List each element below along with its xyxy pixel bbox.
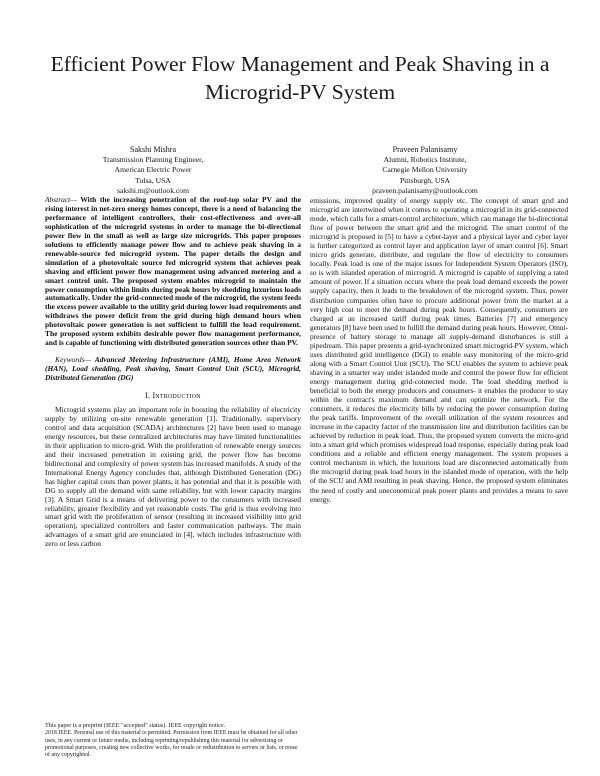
author-email: praveen.palanisamy@outlook.com	[372, 185, 478, 195]
keywords-text: Advanced Metering Infrastructure (AMI), Home Area Network (HAN), Load shedding, Peak shaving, Smart Control Unit (SCU), Microgrid, Distributed Generation (DG)	[45, 355, 301, 383]
footnote-permission-text: 2018 IEEE. Personal use of this material is permitted. Permission from IEEE must be obtained for all other uses, in any current or future media, including reprinting/republishing this material for advertising or promotional purposes, creating new collective works, for resale or redistribution to servers or lists, or reuse of any copyrighted.	[45, 730, 298, 759]
author-affiliation-line: American Electric Power	[114, 165, 192, 175]
section-number: I.	[145, 391, 151, 401]
author-affiliation-line: Transmission Planning Engineer,	[102, 155, 204, 165]
keywords-lead: Keywords—	[55, 355, 92, 365]
keywords	[45, 356, 301, 383]
author-name: Praveen Palanisamy	[392, 145, 458, 154]
intro-paragraph-continued: emissions, improved quality of energy supply etc. The concept of smart grid and microgrid are intertwined when it comes to operating a microgrid in its grid-connected mode, which calls for a smart-control architecture, which can manage the bi-directional flow of power between the smart grid and the microgrid. The smart control of the microgrid is proposed in [5] to have a cyber-layer and a physical layer and cyber layer is further categorized as control layer and application layer of smart control [6]. Smart micro grids generate, distribute, and regulate the flow of electricity to consumers locally. Peak load is one of the major issues for Independent System Operators (ISO), so is with islanded operation of microgrid. A microgrid is capable of supplying a rated amount of power. If a situation occurs where the peak load demand exceeds the power supply capacity, then it leads to the breakdown of the microgrid system. Thus, power distribution companies often have to procure additional power from the market at a very high cost to meet the demand during peak hours. Consequently, consumers are charged at an increased tariff during peak times. Batteries [7] and emergency generators [8] have been used to fulfill the demand during peak hours. However, Omni-presence of battery storage to manage all supply-demand disturbances is still a pipedream. This paper presents a grid-synchronized smart microgrid-PV system, which uses distributed grid intelligence (DGI) to enable easy monitoring of the micro-grid along with a Smart Control Unit (SCU). The SCU enables the system to achieve peak shaving in a smarter way under islanded mode and control the power flow for efficient energy management during grid-connected mode. The load shedding method is beneficial to both the energy producers and consumers- it enables the producer to stay within the contract's maximum demand and can optimize the network. For the consumers, it reduces the electricity bills by reducing the power consumption during the peak tariffs. Improvement of the overall utilization of the system resources and increase in the capacity factor of the transmission line and distribution facilities can be achieved by reduction in peak load. Thus, the proposed system converts the micro-grid into a smart grid which promises widespread load response, especially during peak load conditions and a reliable and efficient energy management. The system proposes a control mechanism in which, the luxurious load are disconnected automatically from the microgrid during peak load hours in the islanded mode of operation, with the help of the SCU and AMI resulting in peak shaving. Hence, the proposed system eliminates the need of costly and uneconomical peak power plants and provides a means to save energy.	[310, 196, 568, 504]
abstract-lead: Abstract—	[45, 195, 77, 204]
abstract-text: With the increasing penetration of the roof-top solar PV and the rising interest in net-zero energy homes concept, there is a need of balancing the performance of intelligent controllers, their cost-effectiveness and over-all sophistication of the microgrid systems in order to manage the bi-directional power flow in the small as well as large size microgrids. This paper proposes solutions to efficiently manage power flow and to achieve peak shaving in a renewable-source fed microgrid system. The paper details the design and simulation of a photovoltaic source fed microgrid system that achieves peak shaving and efficient power flow management using advanced metering and a smart control unit. The proposed system enables microgrid to maintain the power consumption within limits during peak hours by shedding luxurious loads automatically. Under the grid-connected mode of the microgrid, the system feeds the excess power available to the utility grid during lower load requirements and withdraws the power deficit from the grid during high demand hours when photovoltaic power generation is not sufficient to fulfill the load requirement. The proposed system exhibits desirable power flow management performance, and is capable of functioning with distributed generation sources other than PV.	[45, 195, 301, 348]
author-location: Pittsburgh, USA	[399, 175, 451, 185]
author-email: sakshi.m@outlook.com	[117, 185, 189, 195]
author-location: Tulsa, USA	[135, 175, 171, 185]
intro-paragraph: Microgrid systems play an important role in boosting the reliability of electricity supply by utilizing on-site renewable generation [1]. Traditionally, supervisory control and data acquisition (SCADA) architectures [2] have been used to manage energy resources, but these centralized architectures may have limited functionalities in their application to micro-grid. With the proliferation of renewable energy sources and their increased penetration in existing grid, the power flow has become bidirectional and complexity of power system has increased manifolds. A study of the International Energy Agency concludes that, although Distributed Generation (DG) has higher capital costs than power plants, it has potential and that it is possible with DG to supply all the demand with same reliability, but with lower capacity margins [3]. A Smart Grid is a means of delivering power to the consumers with increased reliability, greater flexibility and yet reasonable costs. The grid is thus evolving into smart grid with the proliferation of sensor (resulting in increased visibility into grid operation), specialized controllers and faster communication pathways. The main advantages of a smart grid are enunciated in [4], which includes infrastructure with zero or less carbon	[45, 405, 301, 549]
right-column	[310, 196, 568, 504]
author-affiliation-line: Carnegie Mellon University	[382, 165, 468, 175]
left-column	[45, 196, 301, 549]
author-affiliation-line: Alumni, Robotics Institute,	[383, 155, 467, 165]
footnote-preprint-notice: This paper is a preprint (IEEE "accepted" status). IEEE copyright notice.	[45, 722, 226, 729]
abstract	[45, 196, 301, 348]
author-block-2	[325, 145, 525, 196]
paper-title: Efficient Power Flow Management and Peak Shaving in a Microgrid-PV System	[50, 52, 550, 104]
copyright-footnote	[45, 722, 303, 759]
section-title: Introduction	[152, 391, 201, 401]
author-name: Sakshi Mishra	[130, 145, 176, 154]
author-block-1	[53, 145, 253, 196]
section-heading	[45, 392, 301, 401]
